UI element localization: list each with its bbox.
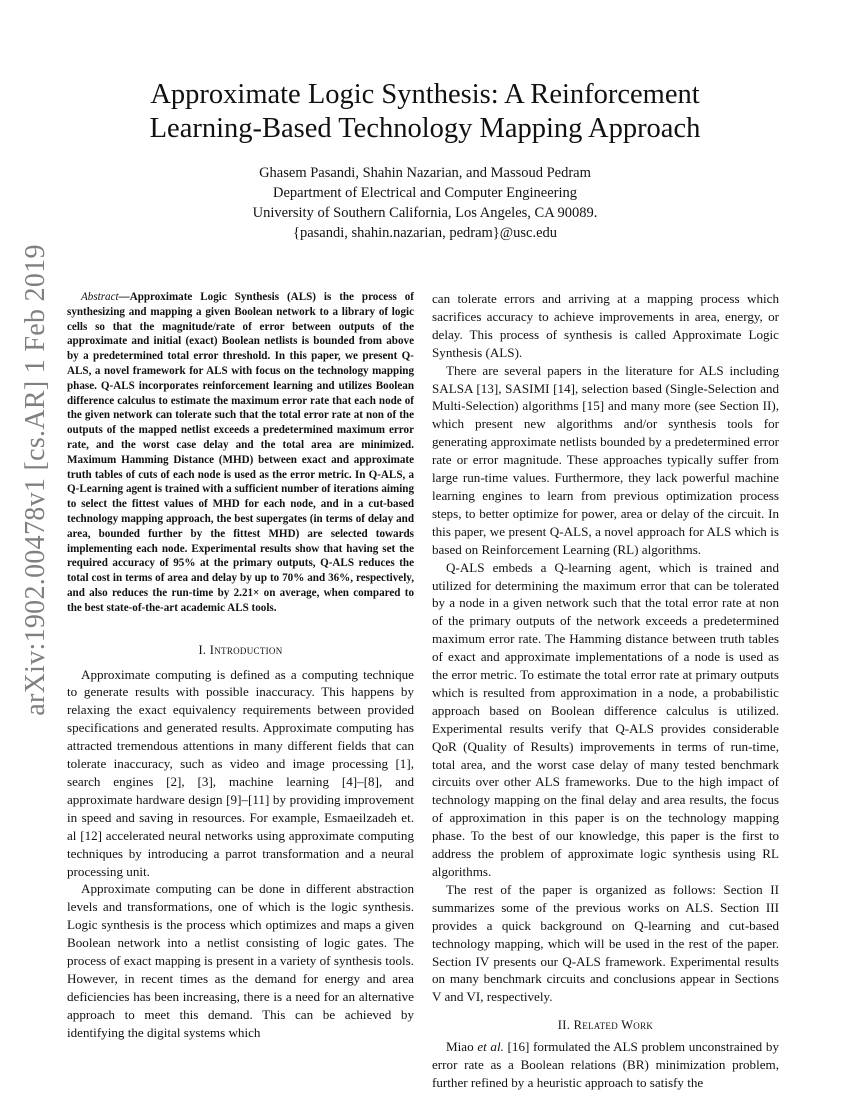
section-heading-related-work: II. Related Work (557, 1018, 654, 1033)
author-email: {pasandi, shahin.nazarian, pedram}@usc.edu (292, 225, 558, 241)
abstract-label: Abstract (81, 291, 119, 303)
abstract-text: —Approximate Logic Synthesis (ALS) is the process of synthesizing and mapping a given Boolean network to a library of logic cells so that the magnitude/rate of error between outputs of the approximate and initial (exact) Boolean netlists is bounded from above by a predetermined total error threshold. In this paper, we present Q-ALS, a novel framework for ALS with focus on the technology mapping phase. Q-ALS incorporates reinforcement learning and utilizes Boolean difference calculus to estimate the maximum error rate that each node of the given network can tolerate such that the total error rate at non of the outputs of the mapped netlist exceeds a predetermined maximum error rate, and the worst case delay and the total area are minimized. Maximum Hamming Distance (MHD) between exact and approximate truth tables of cuts of each node is used as the error metric. In Q-ALS, a Q-Learning agent is trained with a sufficient number of iterations aiming to select the fittest values of MHD for each node, and in a cut-based technology mapping approach, the best supergates (in terms of delay and area, bounded further by the fittest MHD) are selected towards implementing each node. Experimental results show that having set the required accuracy of 95% at the primary outputs, Q-ALS reduces the total cost in terms of area and delay by up to 70% and 36%, respectively, and also reduces the run-time by 2.21× on average, when compared to the best state-of-the-art academic ALS tools. (67, 291, 414, 614)
intro-paragraph-6: The rest of the paper is organized as follows: Section II summarizes some of the previous works on ALS. Section III provides a quick background on Q-learning and cut-based technology mapping, which will be used in the rest of the paper. Section IV presents our Q-ALS framework. Experimental results on many benchmark circuits and conclusions appear in Sections V and VI, respectively. (432, 881, 779, 1005)
intro-paragraph-1: Approximate computing is defined as a computing technique to generate results with possible inaccuracy. This happens by relaxing the exact equivalency requirements between provided specifications and generated results. Approximate computing has attracted tremendous attentions in many different fields that can tolerate inaccuracy, such as video and image processing [1], search engines [2], [3], machine learning [4]–[8], and approximate hardware design [9]–[11] by providing improvement in speed and saving in resources. For example, Esmaeilzadeh et. al [12] accelerated neural networks using approximate computing techniques by introducing a parrot transformation and a neural processing unit. (67, 666, 414, 879)
author-block (100, 163, 750, 243)
intro-paragraph-3: can tolerate errors and arriving at a mapping process which sacrifices accuracy to achieve improvements in area, energy, or delay. This process of synthesis is called Approximate Logic Synthesis (ALS). (432, 291, 779, 360)
intro-paragraph-5: Q-ALS embeds a Q-learning agent, which is trained and utilized for determining the maximum error that can be tolerated by a node in a given network such that the total error rate at non of the primary outputs of the network exceeds a predetermined maximum error rate. The Hamming distance between truth tables of exact and approximate implementations of a node is used as the error metric. To estimate the total error rate at primary outputs which is resulted from approximation in a node, a probabilistic approach based on Boolean difference calculus is utilized. Experimental results verify that Q-ALS provides considerable QoR (Quality of Results) improvements in terms of run-time, total area, and the worst case delay of many tested benchmark circuits over other ALS frameworks. Due to the high impact of technology mapping on the final delay and area results, the focus of approximation in this paper is on the technology mapping phase. To the best of our knowledge, this paper is the first to address the problem of approximate logic synthesis using RL algorithms. (432, 559, 779, 879)
related-author: Miao (446, 1039, 478, 1055)
title-line-1: Approximate Logic Synthesis: A Reinforcement (150, 79, 700, 110)
author-university: University of Southern California, Los Angeles, CA 90089. (252, 205, 598, 221)
author-department: Department of Electrical and Computer Engineering (273, 185, 577, 201)
title-line-2: Learning-Based Technology Mapping Approach (149, 113, 701, 144)
arxiv-id-text: arXiv:1902.00478v1 [cs.AR] 1 Feb 2019 (20, 244, 51, 716)
author-names: Ghasem Pasandi, Shahin Nazarian, and Massoud Pedram (259, 165, 591, 181)
related-text: [16] formulated the ALS problem unconstrained by error rate as a Boolean relations (BR) minimization problem, further refined by a heuristic approach to satisfy the (432, 1039, 779, 1091)
abstract (67, 290, 414, 616)
paper-title (60, 78, 790, 146)
left-column (67, 290, 414, 1042)
intro-paragraph-2: Approximate computing can be done in different abstraction levels and transformations, one of which is the logic synthesis. Logic synthesis is the process which optimizes and maps a given Boolean network into a netlist consisting of logic gates. The process of exact mapping is present in a variety of synthesis tools. However, in recent times as the demand for energy and area deficiencies has been increasing, there is a need for an alternative approach to meet this demand. This can be achieved by identifying the digital systems which (67, 881, 414, 1040)
related-work-paragraph-1 (432, 1038, 779, 1092)
right-column (432, 290, 779, 1092)
arxiv-identifier (16, 244, 56, 716)
section-heading-introduction: I. Introduction (198, 642, 283, 657)
intro-paragraph-4: There are several papers in the literature for ALS including SALSA [13], SASIMI [14], selection based (Single-Selection and Multi-Selection) algorithms [15] and many more (see Section II), which present new algorithms and/or synthesis tools for generating approximate netlists bounded by a predetermined error rate or error magnitude. These approaches typically suffer from large run-time values. Furthermore, they lack powerful machine learning engines to learn from previous optimization process steps, to better optimize for power, area or delay of the circuit. In this paper, we present Q-ALS, a novel approach for ALS which is based on Reinforcement Learning (RL) algorithms. (432, 362, 779, 557)
related-etal: et al. (477, 1039, 504, 1055)
